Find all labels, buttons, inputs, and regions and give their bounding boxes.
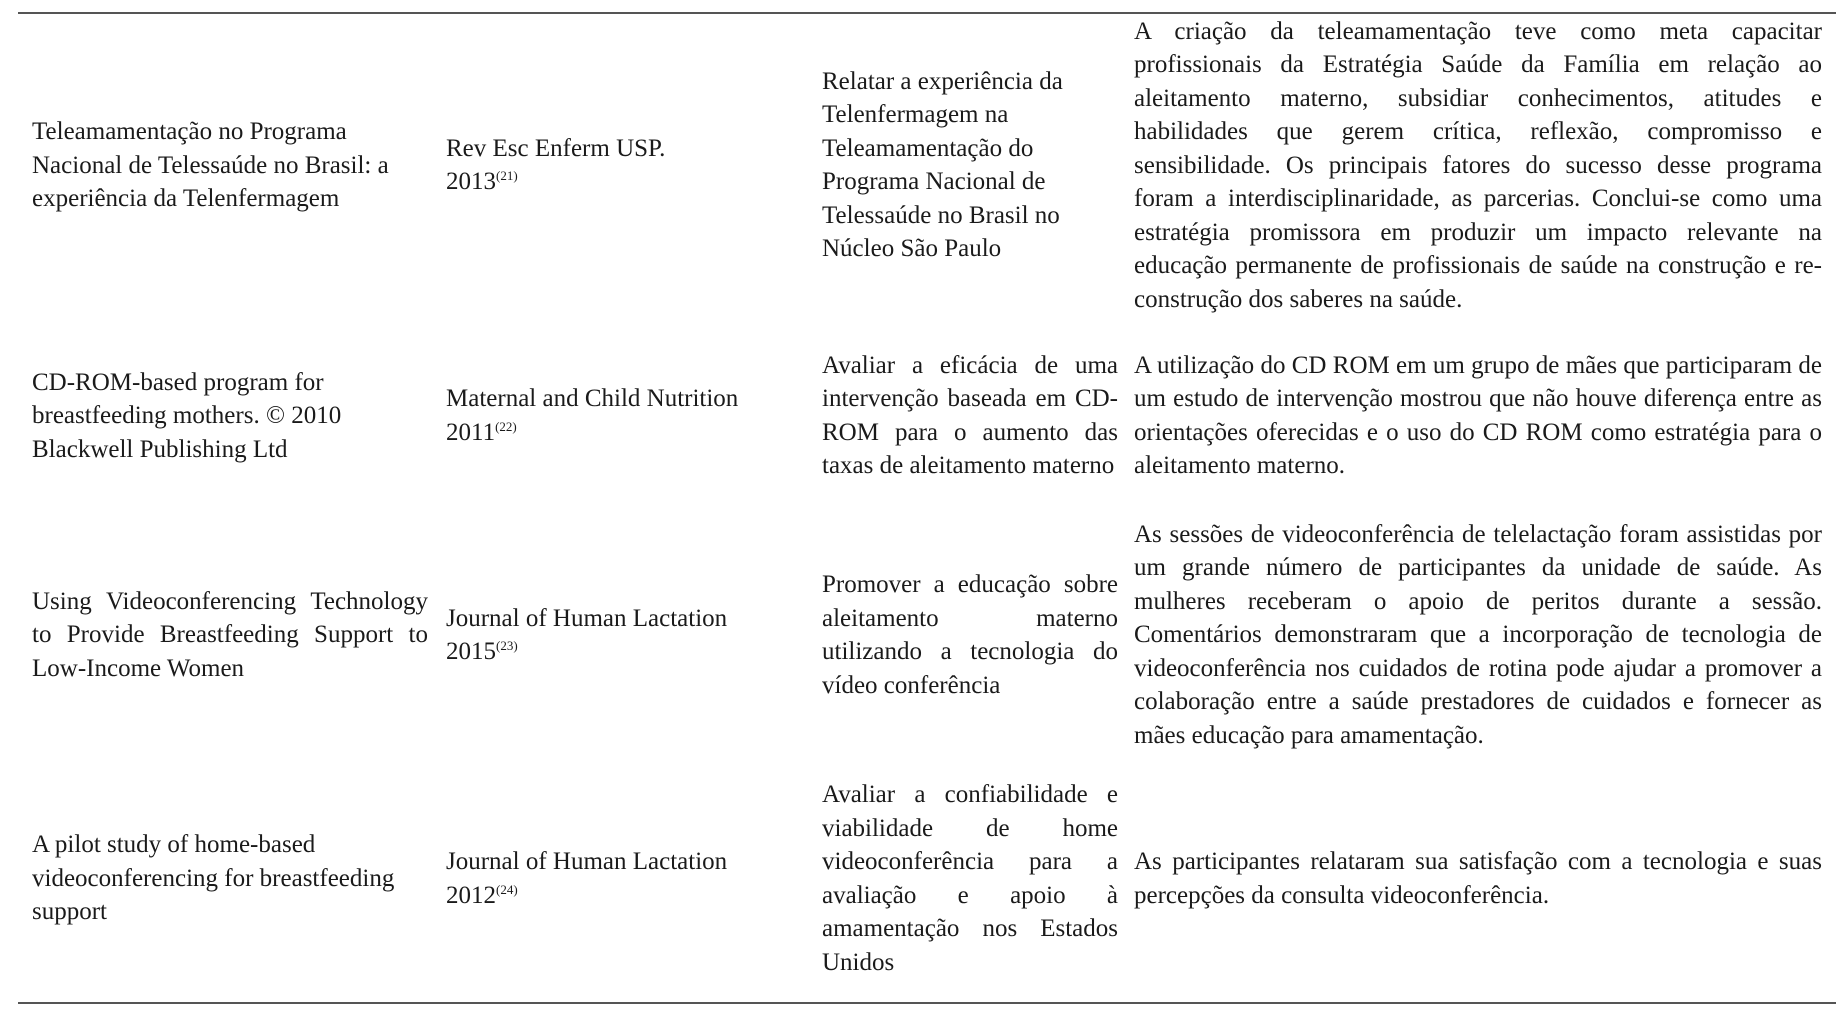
study-objective: Avaliar a confiabilidade e viabilidade de home videoconferência para a avaliação e apoio à amamentação nos Estados Unidos <box>822 781 1118 976</box>
reference-number: (22) <box>495 418 517 434</box>
journal-name: Rev Esc Enferm USP. <box>446 134 666 162</box>
journal-cell <box>432 14 808 317</box>
journal-name: Journal of Human Lactation <box>446 604 728 632</box>
objective-cell <box>808 515 1122 755</box>
journal-cell <box>432 755 808 1002</box>
study-title-cell <box>18 515 432 755</box>
study-title-cell <box>18 14 432 317</box>
results-cell <box>1122 515 1836 755</box>
study-results: A utilização do CD ROM em um grupo de mães que participaram de um estudo de intervenção mostrou que não houve diferença entre as orientações oferecidas e o uso do CD ROM como estratégia para o aleitamento materno. <box>1134 351 1822 480</box>
studies-table-grid <box>18 14 1836 1002</box>
objective-cell <box>808 755 1122 1002</box>
table-row <box>18 755 1836 1002</box>
publication-year: 2015 <box>446 638 496 666</box>
results-cell <box>1122 317 1836 515</box>
journal-cell <box>432 515 808 755</box>
study-title: Using Videoconferencing Technology to Provide Breastfeeding Support to Low-Income Women <box>32 587 428 682</box>
results-cell <box>1122 755 1836 1002</box>
journal-name: Maternal and Child Nutrition <box>446 385 739 413</box>
publication-year: 2012 <box>446 881 496 909</box>
objective-cell <box>808 317 1122 515</box>
study-objective: Avaliar a eficácia de uma intervenção baseada em CD-ROM para o aumento das taxas de aleitamento materno <box>822 351 1118 480</box>
study-title: CD-ROM-based program for breastfeeding mothers. © 2010 Blackwell Publishing Ltd <box>32 368 342 463</box>
reference-number: (23) <box>496 638 518 654</box>
journal-cell <box>432 317 808 515</box>
results-cell <box>1122 14 1836 317</box>
study-objective: Relatar a experiência da Telenfermagem na Teleamamentação do Programa Nacional de Telessaúde no Brasil no Núcleo São Paulo <box>822 67 1063 263</box>
table-row <box>18 14 1836 317</box>
study-objective: Promover a educação sobre aleitamento materno utilizando a tecnologia do vídeo conferência <box>822 571 1118 699</box>
table-row <box>18 515 1836 755</box>
study-title: Teleamamentação no Programa Nacional de Telessaúde no Brasil: a experiência da Telenfermagem <box>32 118 389 213</box>
study-results: As sessões de videoconferência de telelactação foram assistidas por um grande número de participantes da unidade de saúde. As mulheres receberam o apoio de peritos durante a sessão. Comentários demonstraram que a incorporação de tecnologia de videoconferência nos cuidados de rotina pode ajudar a promover a colaboração entre a saúde prestadores de cuidados e fornecer as mães educação para amamentação. <box>1134 520 1822 749</box>
reference-number: (24) <box>496 881 518 897</box>
objective-cell <box>808 14 1122 317</box>
study-title: A pilot study of home-based videoconferencing for breastfeeding support <box>32 831 395 926</box>
study-results: As participantes relataram sua satisfação com a tecnologia e suas percepções da consulta videoconferência. <box>1134 848 1822 909</box>
study-title-cell <box>18 755 432 1002</box>
publication-year: 2011 <box>446 418 496 446</box>
journal-name: Journal of Human Lactation <box>446 848 728 876</box>
reference-number: (21) <box>496 168 518 184</box>
studies-table <box>18 12 1836 1004</box>
publication-year: 2013 <box>446 168 496 196</box>
study-title-cell <box>18 317 432 515</box>
study-results: A criação da teleamamentação teve como meta capacitar profissionais da Estratégia Saúde da Família em relação ao aleitamento materno, subsidiar conhecimentos, atitudes e habilidades que gerem crítica, reflexão, compromisso e sensibilidade. Os principais fatores do sucesso desse programa foram a interdisciplinaridade, as parcerias. Conclui-se como uma estratégia promissora em produzir um impacto relevante na educação permanente de profissionais de saúde na construção e re-construção dos saberes na saúde. <box>1134 17 1822 313</box>
table-row <box>18 317 1836 515</box>
